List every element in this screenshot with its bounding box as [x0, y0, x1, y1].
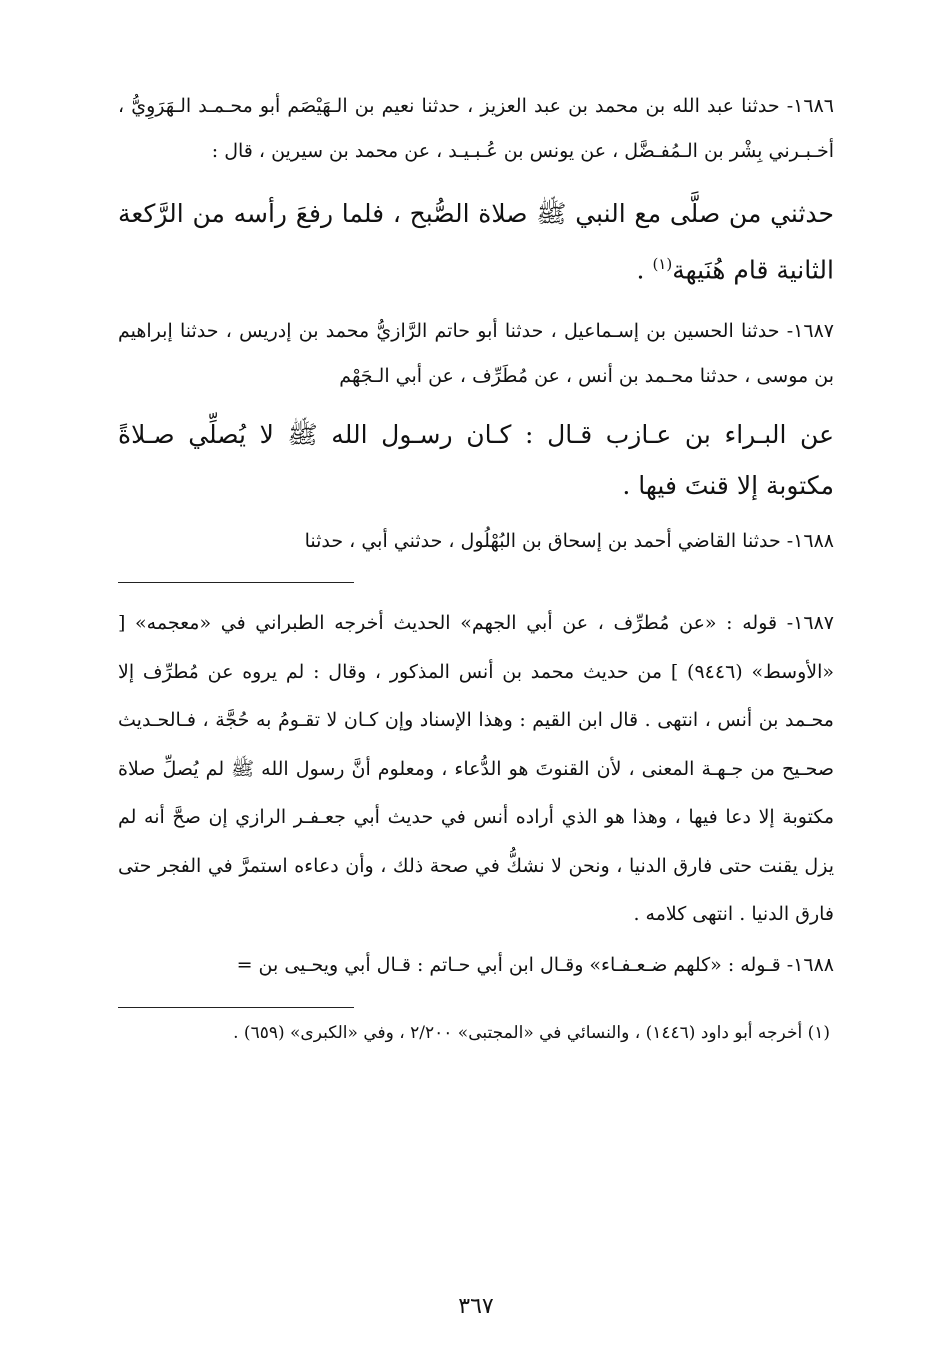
- footnote-separator: [118, 1007, 354, 1008]
- note-1688: ١٦٨٨- قـوله : «كلهم ضـعـفـاء» وقـال ابن أبي حـاتم : قـال أبي ويحـيى بن =: [236, 953, 834, 976]
- hadith-1687-text: عن البـراء بن عـازب قـال : كـان رسـول الله ﷺ لا يُصلِّي صـلاةً مكتوبة إلا قنتَ فيها .: [118, 420, 834, 501]
- hadith-1688-chain: ١٦٨٨- حدثنا القاضي أحمد بن إسحاق بن البُهْلُول ، حدثني أبي ، حدثنا: [304, 530, 834, 553]
- hadith-1686-chain: ١٦٨٦- حدثنا عبد الله بن محمد بن عبد العزيز ، حدثنا نعيم بن الـهَيْصَم أبو محـمـد الـهَرَوِيُّ ، أخـبـرني بِشْر بن الـمُفـضَّل ، عن يونس بن عُـبـيـد ، عن محمد بن سيرين ، قال :: [118, 95, 834, 162]
- hadith-1686-text: [118, 188, 834, 295]
- hadith-1687-chain: ١٦٨٧- حدثنا الحسين بن إسـماعيل ، حدثنا أبو حاتم الرَّازيُّ محمد بن إدريس ، حدثنا إبراهيم بن موسى ، حدثنا محـمد بن أنس ، عن مُطَرِّف ، عن أبي الـجَهْم: [118, 320, 834, 388]
- note-1687: ١٦٨٧- قوله : «عن مُطرِّف ، عن أبي الجهم» الحديث أخرجه الطبراني في «معجمه» [ «الأوسط» (٩٤٤٦) ] من حديث محمد بن أنس المذكور ، وقال : لم يروه عن مُطرِّف إلا محـمد بن أنس ، انتهى . قال ابن القيم : وهذا الإسناد وإن كـان لا تقـومُ به حُجَّة ، فـالحـديث صحـيح من جـهـة المعنى ، لأن القنوتَ هو الدُّعاء ، ومعلوم أنَّ رسول الله ﷺ لم يُصلِّ صلاة مكتوبة إلا دعا فيها ، وهذا هو الذي أراده أنس في حديث أبي جعـفـر الرازي إن صحَّ أنه لم يزل يقنت حتى فارق الدنيا ، ونحن لا نشكُّ في صحة ذلك ، وأن دعاءه استمرَّ في الفجر حتى فارق الدنيا . انتهى كلامه .: [118, 612, 834, 926]
- notes-separator: [118, 582, 354, 583]
- footnote-1: (١) أخرجه أبو داود (١٤٤٦) ، والنسائي في «المجتبى» ٢/٢٠٠ ، وفي «الكبرى» (٦٥٩) .: [233, 1023, 830, 1044]
- hadith-1686-end: .: [636, 255, 653, 285]
- page-number: ٣٦٧: [458, 1294, 494, 1319]
- hadith-1686-body: حدثني من صلَّى مع النبي ﷺ صلاة الصُّبح ، فلما رفعَ رأسه من الرَّكعة الثانية قام هُنَيهة: [118, 199, 834, 285]
- page-body: [118, 84, 834, 1048]
- footnote-marker: (١): [652, 255, 673, 273]
